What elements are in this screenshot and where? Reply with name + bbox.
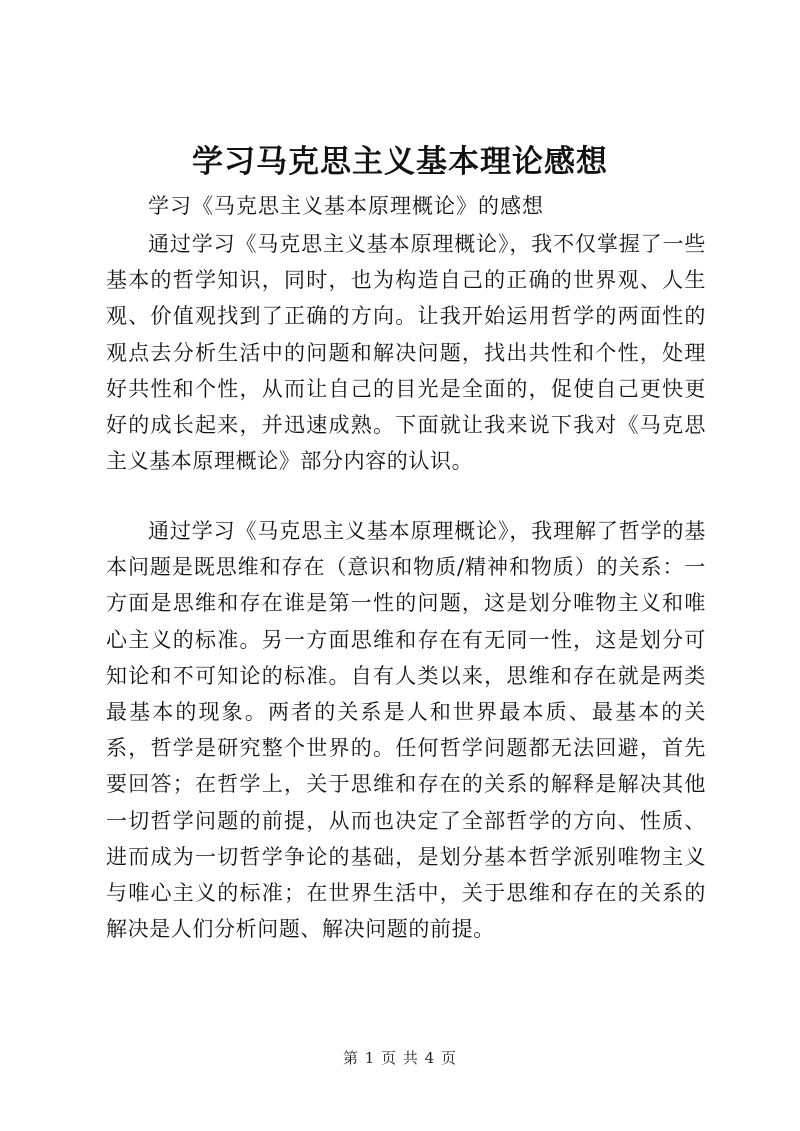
- document-subtitle: 学习《马克思主义基本原理概论》的感想: [148, 194, 544, 218]
- document-title: 学习马克思主义基本理论感想: [192, 144, 608, 180]
- body-paragraph-1: 通过学习《马克思主义基本原理概论》，我不仅掌握了一些基本的哲学知识，同时，也为构造自己的正确的世界观、人生观、价值观找到了正确的方向。让我开始运用哲学的两面性的观点去分析生活中的问题和解决问题，找出共性和个性，处理好共性和个性，从而让自己的目光是全面的，促使自己更快更好的成长起来，并迅速成熟。下面就让我来说下我对《马克思主义基本原理概论》部分内容的认识。: [106, 232, 706, 474]
- body-paragraph-2: 通过学习《马克思主义基本原理概论》，我理解了哲学的基本问题是既思维和存在（意识和物质/精神和物质）的关系：一方面是思维和存在谁是第一性的问题，这是划分唯物主义和唯心主义的标准。另一方面思维和存在有无同一性，这是划分可知论和不可知论的标准。自有人类以来，思维和存在就是两类最基本的现象。两者的关系是人和世界最本质、最基本的关系，哲学是研究整个世界的。任何哲学问题都无法回避，首先要回答；在哲学上，关于思维和存在的关系的解释是解决其他一切哲学问题的前提，从而也决定了全部哲学的方向、性质、进而成为一切哲学争论的基础，是划分基本哲学派别唯物主义与唯心主义的标准；在世界生活中，关于思维和存在的关系的解决是人们分析问题、解决问题的前提。: [106, 519, 706, 942]
- page-footer: 第 1 页 共 4 页: [343, 1049, 457, 1067]
